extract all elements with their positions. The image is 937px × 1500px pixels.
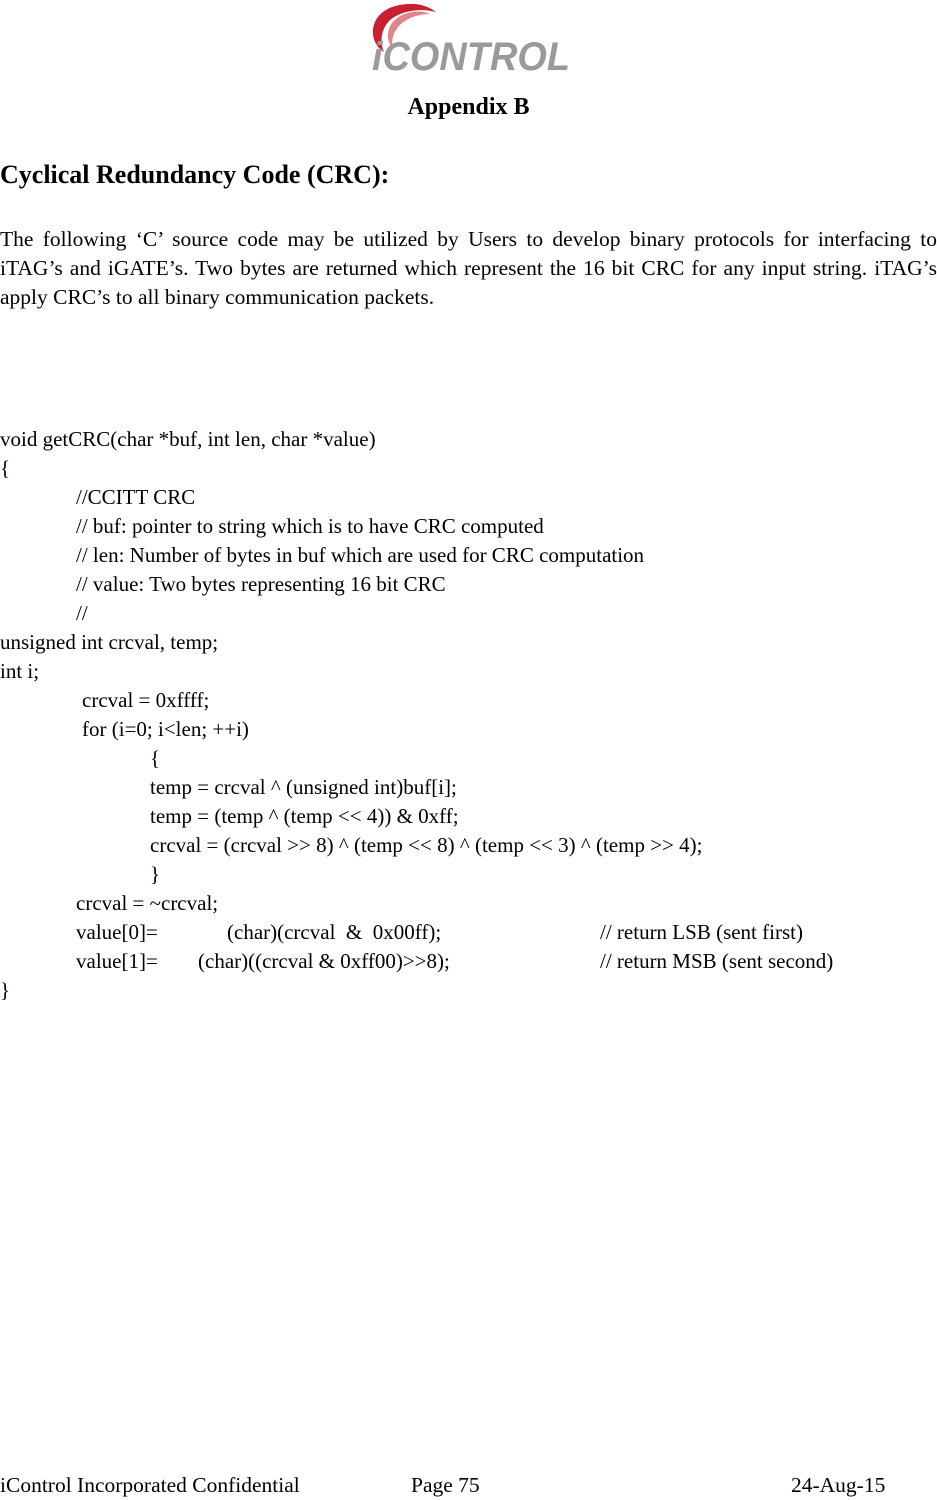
code-line: // buf: pointer to string which is to have CRC computed: [76, 514, 544, 538]
code-line: //: [76, 601, 88, 625]
code-line: }: [150, 862, 161, 886]
code-line: crcval = (crcval >> 8) ^ (temp << 8) ^ (temp << 3) ^ (temp >> 4);: [150, 833, 703, 857]
code-line-value0-lhs: value[0]=: [76, 920, 158, 944]
code-line: unsigned int crcval, temp;: [0, 630, 219, 654]
logo-i-dot: [382, 14, 390, 22]
code-line-value0-comment: // return LSB (sent first): [600, 920, 803, 944]
section-heading: Cyclical Redundancy Code (CRC):: [0, 160, 390, 189]
code-line: void getCRC(char *buf, int len, char *value): [0, 427, 376, 451]
code-line: int i;: [0, 659, 40, 683]
code-line: crcval = 0xffff;: [82, 688, 210, 712]
code-line-value1-comment: // return MSB (sent second): [600, 949, 834, 973]
appendix-title: Appendix B: [407, 94, 530, 120]
code-line: // value: Two bytes representing 16 bit CRC: [76, 572, 446, 596]
logo-text: iCONTROL: [372, 35, 570, 78]
code-line: temp = crcval ^ (unsigned int)buf[i];: [150, 775, 457, 799]
footer-page-number: Page 75: [411, 1473, 480, 1497]
code-line: crcval = ~crcval;: [76, 891, 219, 915]
code-line: {: [0, 456, 11, 480]
code-line: //CCITT CRC: [76, 485, 196, 509]
footer-confidential: iControl Incorporated Confidential: [0, 1473, 300, 1497]
code-line: }: [0, 978, 11, 1002]
code-line-value1-rhs: (char)((crcval & 0xff00)>>8);: [198, 949, 450, 973]
intro-paragraph: The following ‘C’ source code may be utilized by Users to develop binary protocols for interfacing to iTAG’s and iGATE’s. Two bytes are returned which represent the 16 bit CRC for any input string. iTAG’s apply CRC’s to all binary communication packets.: [0, 227, 937, 309]
company-logo: [362, 0, 574, 78]
code-line: {: [150, 746, 161, 770]
code-line: for (i=0; i<len; ++i): [82, 717, 249, 741]
code-line: // len: Number of bytes in buf which are used for CRC computation: [76, 543, 645, 567]
code-line-value0-rhs: (char)(crcval & 0x00ff);: [227, 920, 442, 944]
code-line-value1-lhs: value[1]=: [76, 949, 158, 973]
icontrol-logo-icon: [362, 0, 574, 78]
code-line: temp = (temp ^ (temp << 4)) & 0xff;: [150, 804, 459, 828]
footer-date: 24-Aug-15: [791, 1473, 886, 1497]
